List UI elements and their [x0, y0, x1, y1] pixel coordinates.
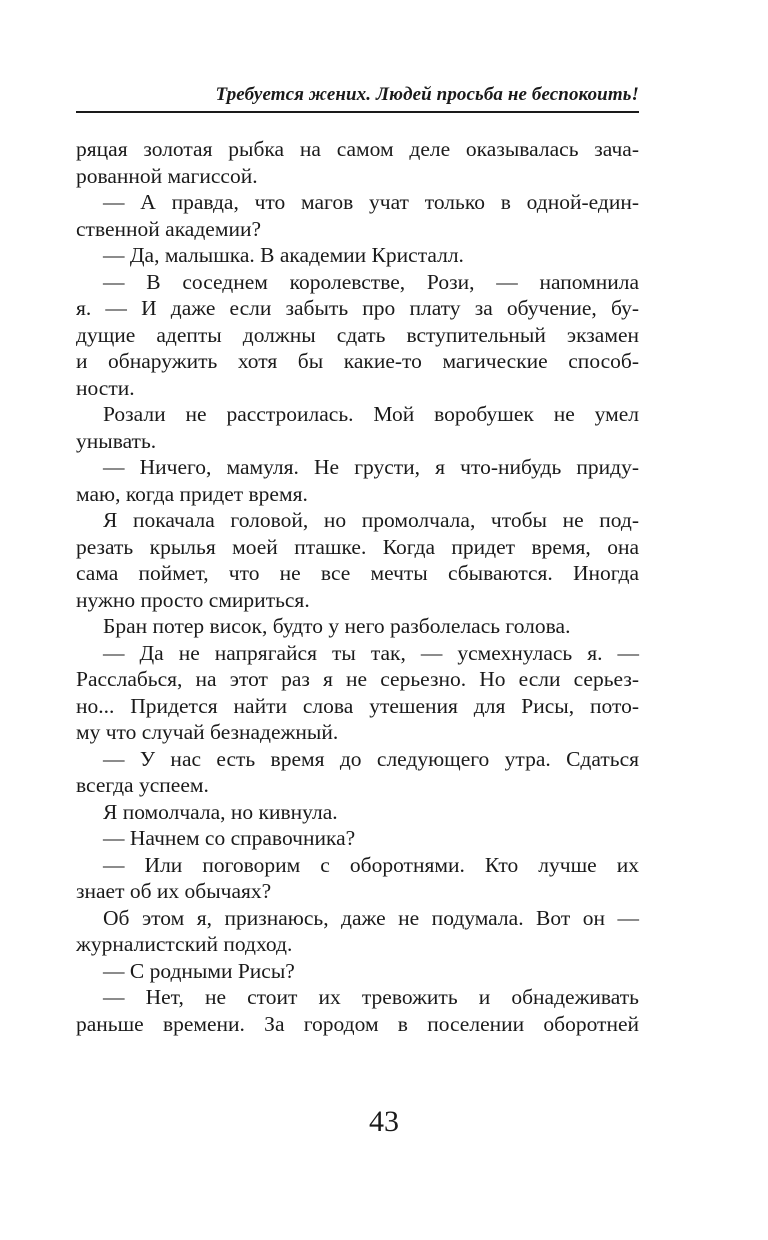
text-line: — Ничего, мамуля. Не грусти, я что-нибудь приду- [103, 455, 639, 479]
text-line: — Да, малышка. В академии Кристалл. [103, 243, 464, 267]
text-line: всегда успеем. [76, 773, 209, 797]
text-line: му что случай безнадежный. [76, 720, 339, 744]
text-line: сама поймет, что не все мечты сбываются. Иногда [76, 561, 639, 585]
text-line: — У нас есть время до следующего утра. Сдаться [103, 746, 639, 771]
text-line: дущие адепты должны сдать вступительный экзамен [76, 322, 639, 347]
text-line: — Начнем со справочника? [103, 826, 356, 850]
text-line: ности. [76, 375, 135, 400]
running-header: Требуется жених. Людей просьба не беспокоить! [215, 84, 639, 105]
text-line: журналистский подход. [76, 932, 293, 956]
text-line: Я помолчала, но кивнула. [103, 799, 338, 824]
header-divider [76, 111, 639, 113]
text-line: но... Придется найти слова утешения для Рисы, пото- [76, 693, 639, 718]
text-line: я. — И даже если забыть про плату за обучение, бу- [76, 296, 639, 320]
text-line: унывать. [76, 428, 157, 453]
text-line: знает об их обычаях? [76, 879, 272, 903]
text-line: раньше времени. За городом в поселении оборотней [76, 1011, 639, 1036]
text-line: — В соседнем королевстве, Рози, — напомнила [103, 269, 639, 294]
text-line: — Нет, не стоит их тревожить и обнадеживать [103, 985, 639, 1009]
text-line: Об этом я, признаюсь, даже не подумала. Вот он — [103, 905, 639, 930]
text-line: Я покачала головой, но промолчала, чтобы не под- [103, 508, 639, 532]
text-line: резать крылья моей пташке. Когда придет время, она [76, 534, 639, 559]
text-line: рованной магиссой. [76, 163, 258, 188]
text-line: ственной академии? [76, 216, 261, 241]
text-line: — С родными Рисы? [103, 958, 295, 983]
text-line: — А правда, что магов учат только в одной-един- [103, 190, 639, 214]
text-line: и обнаружить хотя бы какие-то магические способ- [76, 349, 639, 373]
text-line: Розали не расстроилась. Мой воробушек не умел [103, 402, 639, 426]
text-line: нужно просто смириться. [76, 587, 310, 612]
page-number: 43 [369, 1105, 399, 1138]
text-line: ряцая золотая рыбка на самом деле оказывалась зача- [76, 137, 639, 161]
body-text [76, 136, 639, 1037]
text-line: — Или поговорим с оборотнями. Кто лучше их [103, 852, 639, 877]
text-line: маю, когда придет время. [76, 481, 308, 506]
text-line: Бран потер висок, будто у него разболелась голова. [103, 614, 571, 638]
text-line: Расслабься, на этот раз я не серьезно. Но если серьез- [76, 667, 639, 691]
text-line: — Да не напрягайся ты так, — усмехнулась я. — [103, 640, 639, 665]
